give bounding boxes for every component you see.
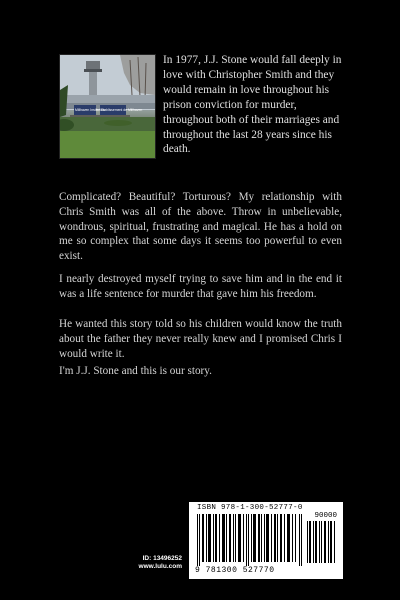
barcode-bars — [197, 514, 303, 566]
lulu-url: www.lulu.com — [138, 563, 182, 570]
isbn-barcode — [189, 502, 343, 579]
addon-bars — [307, 521, 337, 563]
lulu-id: ID: 13496252 — [142, 555, 182, 562]
price-code: 90000 — [314, 512, 337, 520]
body-paragraph-3: He wanted this story told so his children would know the truth about the father they never really knew and I promised Chris I would write it. — [59, 318, 342, 360]
lulu-info — [112, 555, 182, 571]
body-paragraph-2: I nearly destroyed myself trying to save him and in the end it was a life sentence for murder that gave him his freedom. — [59, 273, 342, 300]
body-paragraph-4: I'm J.J. Stone and this is our story. — [59, 365, 212, 377]
sign-left-text: Millhaven Institution — [75, 108, 105, 112]
prison-photo — [59, 54, 156, 159]
body-paragraph-1: Complicated? Beautiful? Torturous? My relationship with Chris Smith was all of the above. Throw in unbelievable, wondrous, spiritual, frustrating and magical. He has a hold on me so complex that some days it seems too powerful to even exist. — [59, 191, 342, 263]
sign-right-text: Etablissement de Millhaven — [101, 108, 143, 112]
intro-text: In 1977, J.J. Stone would fall deeply in love with Christopher Smith and they would remain in love throughout his prison conviction for murder, throughout both of their marriages and throughout the last 28 years since his death. — [163, 54, 342, 156]
barcode-digits: 9 781300 527770 — [195, 566, 275, 575]
isbn-label: ISBN 978-1-300-52777-0 — [197, 504, 303, 512]
